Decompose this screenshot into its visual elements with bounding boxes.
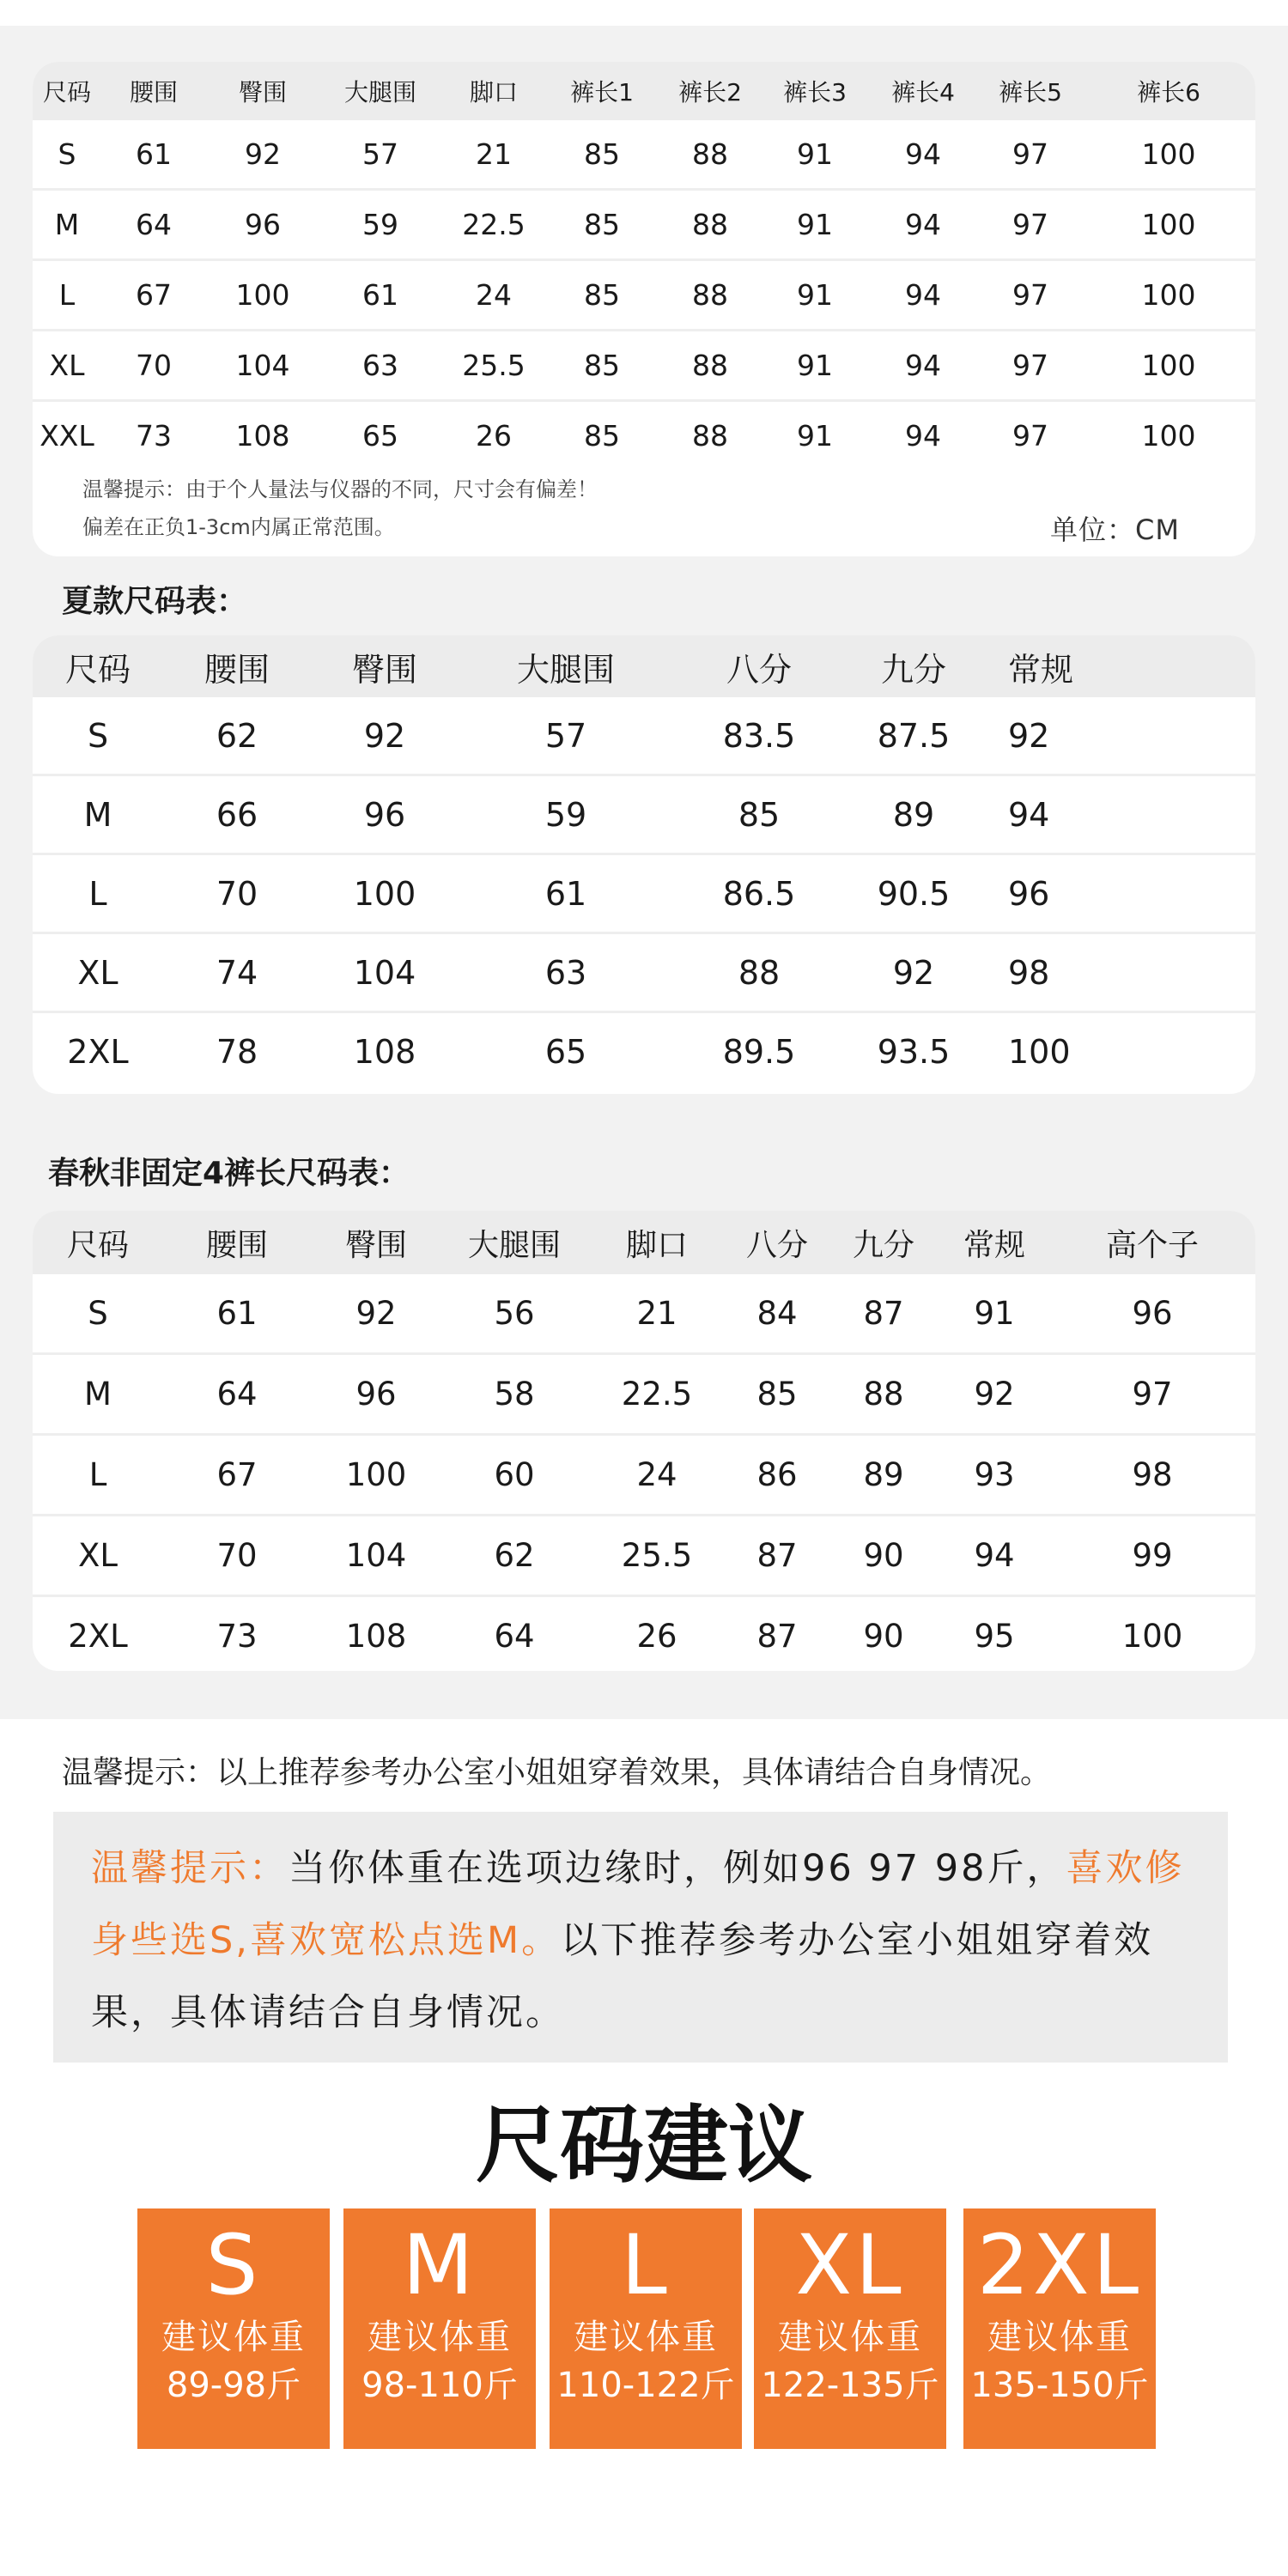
table-cell: 62 (216, 716, 258, 755)
table-cell: 21 (476, 137, 512, 171)
table-cell: 99 (1132, 1537, 1173, 1574)
table-cell: 100 (1141, 278, 1196, 312)
size-card-l (550, 2208, 742, 2449)
table-cell: 92 (974, 1376, 1015, 1413)
table-cell: 97 (1012, 349, 1048, 382)
table-row (33, 1596, 1255, 1672)
size-advice-row (137, 2208, 1159, 2449)
table-cell: 94 (905, 137, 941, 171)
column-header: 常规 (939, 1211, 1049, 1274)
column-header: 大腿围 (459, 635, 673, 697)
column-header: 裤长2 (658, 62, 762, 120)
tip-text-1: 当你体重在选项边缘时，例如96 97 98斤， (289, 1847, 1066, 1890)
summer-size-chart-title: 夏款尺码表： (62, 584, 248, 619)
column-header: 腰围 (163, 1211, 311, 1274)
size-table-1 (33, 62, 1255, 470)
table-cell: 88 (692, 419, 728, 453)
table-cell: 94 (974, 1537, 1015, 1574)
table-cell: XL (77, 953, 118, 992)
table-cell: L (88, 874, 107, 913)
table-row (33, 331, 1255, 401)
table-cell: 61 (136, 137, 172, 171)
table-cell: 97 (1012, 208, 1048, 241)
table-cell: 57 (544, 716, 587, 755)
table-cell: 97 (1012, 278, 1048, 312)
table-cell: 100 (1141, 208, 1196, 241)
table-cell: 92 (355, 1295, 397, 1332)
table-cell: S (88, 1295, 108, 1332)
table-cell: 88 (692, 208, 728, 241)
table-cell: 62 (494, 1537, 535, 1574)
size-table-card-3 (33, 1211, 1255, 1671)
table-cell: 64 (136, 208, 172, 241)
table-cell: 24 (476, 278, 512, 312)
size-card-xl (754, 2208, 946, 2449)
table-cell: 96 (245, 208, 281, 241)
table-cell: 98 (1132, 1456, 1173, 1493)
table-cell: 85 (584, 419, 620, 453)
table-cell: 93 (974, 1456, 1015, 1493)
table-cell: 88 (738, 953, 781, 992)
table-row (33, 190, 1255, 260)
column-header: 九分 (828, 1211, 939, 1274)
size-letter: M (402, 2217, 477, 2313)
size-advice-title: 尺码建议 (475, 2097, 812, 2195)
table-header-row (33, 1211, 1255, 1274)
size-table-card-1 (33, 62, 1255, 556)
column-header: 尺码 (33, 1211, 163, 1274)
table-header-row (33, 62, 1255, 120)
size-card-2xl (963, 2208, 1156, 2449)
table-row (33, 1435, 1255, 1516)
table-cell: 97 (1012, 419, 1048, 453)
table-cell: 90 (863, 1618, 904, 1655)
table-cell: 89 (863, 1456, 904, 1493)
table-cell: 92 (1008, 716, 1050, 755)
table-cell: 100 (235, 278, 290, 312)
table-cell: M (83, 795, 112, 834)
table-cell: 59 (544, 795, 587, 834)
table-cell: 92 (245, 137, 281, 171)
table-cell: 108 (353, 1032, 416, 1071)
size-table-3 (33, 1211, 1255, 1671)
table-cell: L (88, 1456, 107, 1493)
table-cell: 89 (892, 795, 935, 834)
spring-autumn-size-chart-title: 春秋非固定4裤长尺码表： (48, 1156, 410, 1191)
column-header: 常规 (982, 635, 1255, 697)
table-cell: 104 (345, 1537, 407, 1574)
table-cell: 25.5 (621, 1537, 693, 1574)
column-header: 八分 (726, 1211, 828, 1274)
table-header-row (33, 635, 1255, 697)
size-card-m (343, 2208, 536, 2449)
table-cell: 88 (692, 137, 728, 171)
table-cell: 87.5 (877, 716, 951, 755)
table-cell: 100 (345, 1456, 407, 1493)
table-cell: 100 (1121, 1618, 1183, 1655)
column-header: 高个子 (1049, 1211, 1255, 1274)
table-cell: 90.5 (877, 874, 951, 913)
table-cell: 65 (362, 419, 398, 453)
table-cell: XL (78, 1537, 118, 1574)
table-cell: S (87, 716, 109, 755)
size-letter: 2XL (976, 2217, 1143, 2313)
table-row (33, 1274, 1255, 1354)
table-cell: M (54, 208, 80, 241)
column-header: 大腿围 (441, 1211, 587, 1274)
table-cell: 67 (216, 1456, 258, 1493)
table-cell: 73 (136, 419, 172, 453)
table-cell: 94 (905, 419, 941, 453)
column-header: 尺码 (33, 635, 163, 697)
table-cell: 96 (355, 1376, 397, 1413)
table-cell: 95 (974, 1618, 1015, 1655)
table-row (33, 1012, 1255, 1091)
table-cell: 24 (636, 1456, 677, 1493)
weight-range: 110-122斤 (556, 2366, 735, 2405)
table-cell: 100 (1008, 1032, 1071, 1071)
table-cell: 78 (216, 1032, 258, 1071)
table-cell: M (84, 1376, 112, 1413)
unit-label: 单位：CM (1050, 513, 1180, 546)
measurement-note-line-1: 温馨提示：由于个人量法与仪器的不同，尺寸会有偏差！ (82, 477, 598, 501)
table-cell: 67 (136, 278, 172, 312)
table-cell: 91 (797, 349, 833, 382)
size-letter: L (621, 2217, 671, 2313)
table-cell: 100 (1141, 419, 1196, 453)
column-header: 裤长6 (1082, 62, 1255, 120)
table-cell: 85 (738, 795, 781, 834)
table-row (33, 697, 1255, 775)
weight-label: 建议体重 (161, 2318, 306, 2357)
column-header: 裤长4 (867, 62, 979, 120)
table-cell: 60 (494, 1456, 535, 1493)
column-header: 八分 (673, 635, 845, 697)
table-cell: 94 (905, 208, 941, 241)
table-row (33, 775, 1255, 854)
table-cell: 73 (216, 1618, 258, 1655)
table-cell: 96 (1008, 874, 1050, 913)
table-cell: 83.5 (722, 716, 796, 755)
recommendation-note: 温馨提示：以上推荐参考办公室小姐姐穿着效果，具体请结合自身情况。 (62, 1755, 1052, 1790)
table-cell: 97 (1132, 1376, 1173, 1413)
size-letter: XL (795, 2217, 905, 2313)
weight-range: 89-98斤 (166, 2366, 301, 2405)
table-cell: 98 (1008, 953, 1050, 992)
table-cell: 100 (1141, 137, 1196, 171)
table-cell: 88 (863, 1376, 904, 1413)
table-cell: 2XL (67, 1032, 129, 1071)
table-cell: 91 (797, 419, 833, 453)
column-header: 裤长5 (979, 62, 1082, 120)
weight-label: 建议体重 (987, 2318, 1132, 2357)
weight-range: 122-135斤 (761, 2366, 939, 2405)
table-cell: 63 (362, 349, 398, 382)
table-cell: 74 (216, 953, 258, 992)
table-cell: 88 (692, 278, 728, 312)
table-cell: 85 (584, 137, 620, 171)
table-cell: 94 (905, 278, 941, 312)
table-cell: 26 (476, 419, 512, 453)
table-cell: 91 (797, 278, 833, 312)
table-cell: 56 (494, 1295, 535, 1332)
table-cell: 91 (797, 208, 833, 241)
column-header: 腰围 (101, 62, 206, 120)
size-table-2 (33, 635, 1255, 1090)
table-cell: 70 (216, 874, 258, 913)
table-cell: 64 (216, 1376, 258, 1413)
table-cell: 92 (363, 716, 406, 755)
weight-range: 98-110斤 (361, 2366, 518, 2405)
table-cell: S (58, 137, 76, 171)
table-cell: 108 (345, 1618, 407, 1655)
column-header: 裤长3 (762, 62, 867, 120)
table-cell: 108 (235, 419, 290, 453)
table-cell: 93.5 (877, 1032, 951, 1071)
table-cell: 96 (1132, 1295, 1173, 1332)
table-row (33, 933, 1255, 1012)
table-cell: 100 (353, 874, 416, 913)
table-cell: 94 (1008, 795, 1050, 834)
column-header: 脚口 (441, 62, 546, 120)
table-row (33, 1354, 1255, 1435)
table-cell: XXL (39, 419, 94, 453)
table-cell: XL (49, 349, 85, 382)
table-cell: 87 (756, 1537, 798, 1574)
table-cell: 86 (756, 1456, 798, 1493)
size-letter: S (205, 2217, 262, 2313)
table-cell: 87 (756, 1618, 798, 1655)
column-header: 脚口 (587, 1211, 726, 1274)
tip-prefix: 温馨提示： (91, 1847, 289, 1890)
table-cell: 65 (544, 1032, 587, 1071)
table-cell: 22.5 (462, 208, 526, 241)
table-cell: 85 (584, 349, 620, 382)
measurement-note-line-2: 偏差在正负1-3cm内属正常范围。 (82, 515, 395, 539)
table-cell: 91 (797, 137, 833, 171)
table-cell: 2XL (68, 1618, 128, 1655)
table-cell: 61 (216, 1295, 258, 1332)
table-cell: 104 (235, 349, 290, 382)
weight-label: 建议体重 (368, 2318, 512, 2357)
table-cell: 21 (636, 1295, 677, 1332)
size-card-s (137, 2208, 330, 2449)
table-cell: 91 (974, 1295, 1015, 1332)
table-cell: 25.5 (462, 349, 526, 382)
table-cell: 57 (362, 137, 398, 171)
table-cell: 61 (362, 278, 398, 312)
weight-tip-box (53, 1812, 1228, 2063)
table-cell: 85 (756, 1376, 798, 1413)
table-cell: 70 (136, 349, 172, 382)
column-header: 臀围 (311, 1211, 441, 1274)
table-row (33, 260, 1255, 331)
table-cell: 58 (494, 1376, 535, 1413)
table-cell: 87 (863, 1295, 904, 1332)
table-cell: 26 (636, 1618, 677, 1655)
table-cell: 104 (353, 953, 416, 992)
column-header: 裤长1 (546, 62, 658, 120)
column-header: 腰围 (163, 635, 311, 697)
table-row (33, 401, 1255, 471)
tip-highlight: 喜欢修身些选S,喜欢宽松点选M。 (91, 1847, 1185, 1962)
weight-label: 建议体重 (778, 2318, 922, 2357)
table-cell: 90 (863, 1537, 904, 1574)
table-row (33, 854, 1255, 933)
table-cell: 64 (494, 1618, 535, 1655)
size-table-card-2 (33, 635, 1255, 1094)
table-cell: 88 (692, 349, 728, 382)
table-cell: 86.5 (722, 874, 796, 913)
table-cell: 94 (905, 349, 941, 382)
column-header: 大腿围 (319, 62, 441, 120)
table-cell: 89.5 (722, 1032, 796, 1071)
table-cell: 100 (1141, 349, 1196, 382)
column-header: 尺码 (33, 62, 101, 120)
table-cell: 84 (756, 1295, 798, 1332)
table-cell: 59 (362, 208, 398, 241)
table-cell: 63 (544, 953, 587, 992)
column-header: 臀围 (206, 62, 319, 120)
table-cell: 92 (892, 953, 935, 992)
table-cell: 70 (216, 1537, 258, 1574)
table-cell: 85 (584, 278, 620, 312)
weight-label: 建议体重 (574, 2318, 718, 2357)
table-cell: 85 (584, 208, 620, 241)
table-cell: 96 (363, 795, 406, 834)
table-cell: 22.5 (621, 1376, 693, 1413)
table-cell: L (58, 278, 76, 312)
table-cell: 66 (216, 795, 258, 834)
table-row (33, 120, 1255, 190)
weight-range: 135-150斤 (970, 2366, 1149, 2405)
table-cell: 61 (544, 874, 587, 913)
column-header: 九分 (845, 635, 982, 697)
tip-text-2: 以下推荐参考办公室小姐姐穿着效果，具体请结合自身情况。 (91, 1919, 1154, 2034)
table-row (33, 1516, 1255, 1596)
column-header: 臀围 (311, 635, 459, 697)
table-cell: 97 (1012, 137, 1048, 171)
